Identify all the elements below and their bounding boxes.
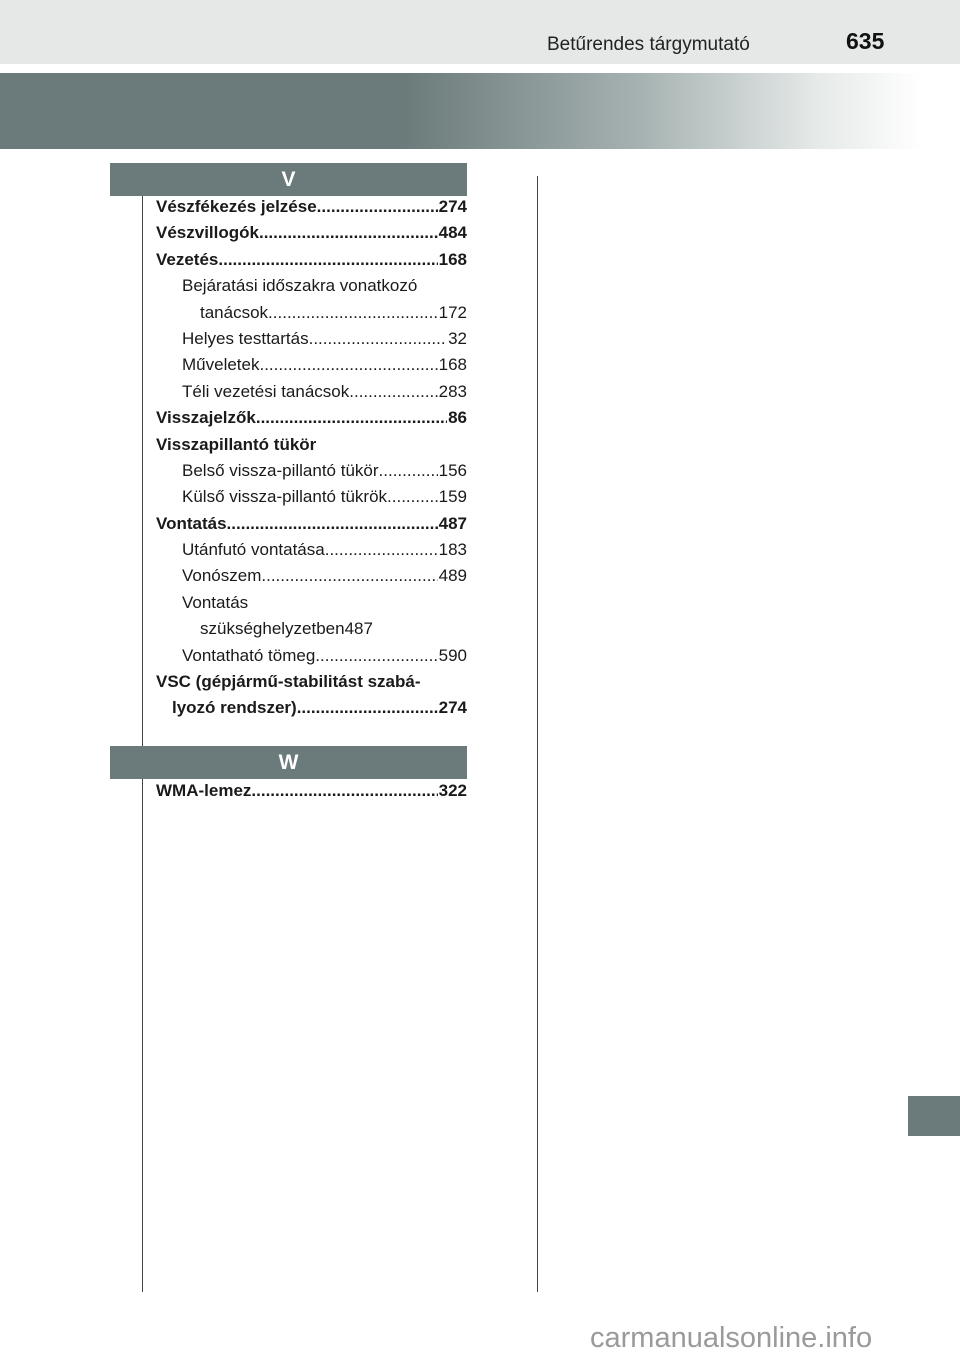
index-entry-term: tanácsok: [200, 302, 269, 322]
index-entry-page: 322: [438, 781, 467, 800]
index-entry-page: 484: [438, 223, 467, 243]
dot-leader: [325, 537, 438, 563]
index-entry-term: szükséghelyzetben487: [200, 619, 373, 639]
dot-leader: [227, 511, 438, 537]
dot-leader: [387, 484, 438, 510]
index-entry: [156, 352, 467, 378]
dot-leader: [268, 300, 438, 326]
index-entry: [156, 194, 467, 220]
dot-leader: [349, 379, 437, 405]
index-entry-page: 274: [438, 698, 467, 718]
index-entry-term: Utánfutó vontatása: [182, 540, 325, 560]
index-entry: [156, 778, 467, 804]
index-entry: [156, 458, 467, 484]
index-entry-term: Visszajelzők: [156, 408, 256, 428]
index-entry-term: Bejáratási időszakra vonatkozó: [182, 276, 418, 296]
index-entry-term: Vészvillogók: [156, 223, 259, 243]
dot-leader: [251, 778, 437, 804]
dot-leader: [261, 563, 437, 589]
dot-leader: [317, 194, 438, 220]
dot-leader: [218, 247, 437, 273]
index-entry: [156, 590, 467, 616]
index-entry: [156, 379, 467, 405]
index-entry-term: Belső vissza-pillantó tükör: [182, 460, 379, 480]
section-heading-v: V: [110, 163, 467, 196]
index-entry-term: Vontatás: [156, 513, 227, 533]
index-entry-page: 32: [448, 328, 467, 348]
index-entry: [156, 405, 467, 431]
left-column-rule: [142, 192, 143, 1292]
dot-leader: [297, 695, 438, 721]
right-column-rule: [537, 176, 538, 1292]
dot-leader: [309, 326, 447, 352]
index-entry: [156, 537, 467, 563]
index-entry: [156, 511, 467, 537]
index-entry-page: 283: [438, 381, 467, 401]
index-entry: [156, 643, 467, 669]
header-gradient-band: [0, 73, 960, 149]
index-entry-term: lyozó rendszer): [172, 698, 297, 718]
header-bar: [0, 0, 960, 64]
index-list-w: [156, 778, 467, 804]
index-entry-term: VSC (gépjármű-stabilitást szabá-: [156, 672, 421, 692]
index-entry-term: Vonószem: [182, 566, 262, 586]
index-entry-term: Vészfékezés jelzése: [156, 197, 317, 216]
index-list-v: [156, 194, 467, 722]
index-entry-page: 274: [438, 197, 467, 216]
index-entry-term: WMA-lemez: [156, 781, 252, 800]
index-entry-term: Visszapillantó tükör: [156, 434, 317, 454]
index-entry-page: 86: [448, 408, 467, 428]
index-entry: [156, 326, 467, 352]
index-entry: [156, 432, 467, 458]
page-header-title: Betűrendes tárgymutató: [547, 34, 750, 55]
index-entry-term: Vezetés: [156, 249, 219, 269]
index-entry: [156, 616, 467, 642]
index-entry: [156, 669, 467, 695]
index-entry: [156, 247, 467, 273]
index-entry: [156, 484, 467, 510]
index-entry-term: Külső vissza-pillantó tükrök: [182, 487, 388, 507]
index-entry-term: Helyes testtartás: [182, 328, 309, 348]
dot-leader: [259, 352, 437, 378]
index-entry-page: 489: [438, 566, 467, 586]
watermark: carmanualsonline.info: [590, 1322, 873, 1354]
index-entry-page: 183: [438, 540, 467, 560]
index-entry-page: 159: [438, 487, 467, 507]
index-entry-page: 487: [438, 513, 467, 533]
section-heading-w: W: [110, 746, 467, 779]
index-entry: [156, 273, 467, 299]
index-entry: [156, 300, 467, 326]
dot-leader: [315, 643, 437, 669]
index-entry-page: 156: [438, 460, 467, 480]
index-entry-term: Téli vezetési tanácsok: [182, 381, 350, 401]
index-entry-term: Műveletek: [182, 355, 260, 375]
dot-leader: [259, 220, 438, 246]
section-thumb-tab: [908, 1096, 960, 1136]
index-entry-page: 168: [438, 355, 467, 375]
index-entry-term: Vontatás: [182, 592, 249, 612]
index-entry-page: 172: [438, 302, 467, 322]
dot-leader: [256, 405, 447, 431]
dot-leader: [379, 458, 438, 484]
page-number: 635: [846, 28, 885, 54]
index-entry-page: 168: [438, 249, 467, 269]
index-entry-term: Vontatható tömeg: [182, 645, 316, 665]
index-entry-page: 590: [438, 645, 467, 665]
index-entry: [156, 563, 467, 589]
index-entry: [156, 220, 467, 246]
index-entry: [156, 695, 467, 721]
